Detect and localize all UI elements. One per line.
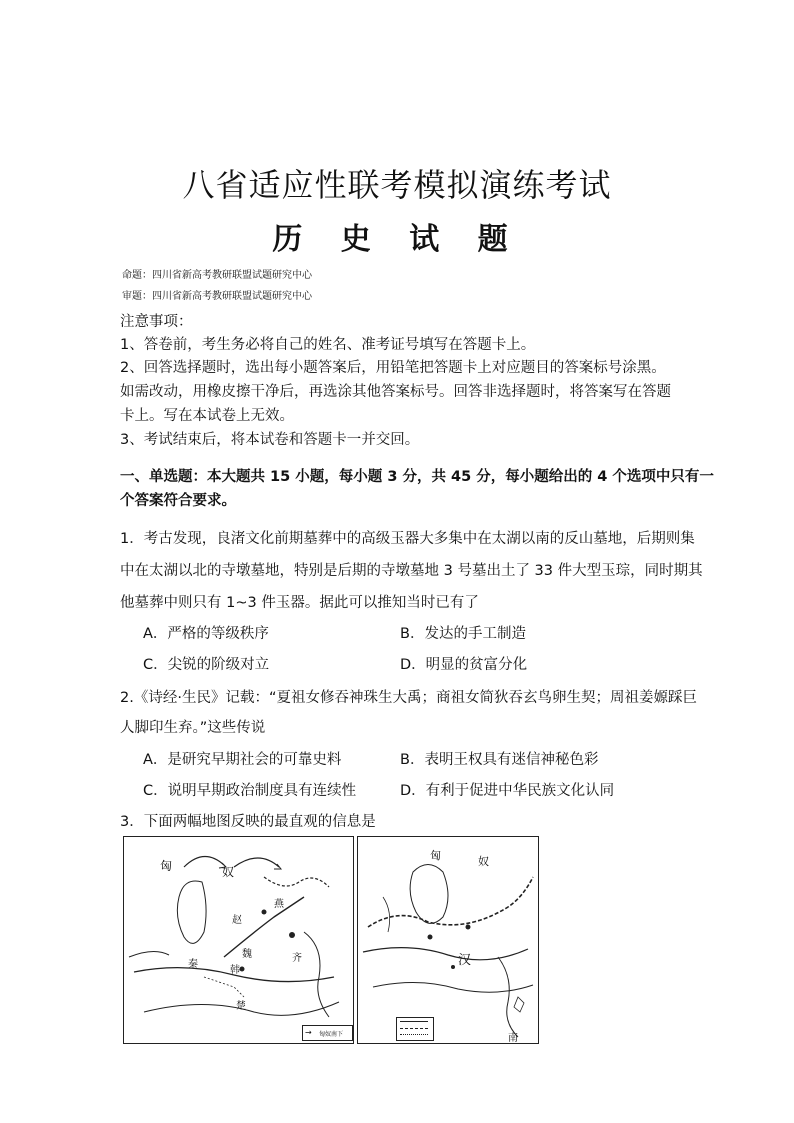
map-left-label: 楚 [236, 1001, 246, 1012]
note-line: 1、答卷前，考生务必将自己的姓名、准考证号填写在答题卡上。 [120, 337, 536, 353]
map-left-label: 赵 [232, 915, 242, 926]
q1-stem: 中在太湖以北的寺墩墓地，特别是后期的寺墩墓地 3 号墓出土了 33 件大型玉琮，同时期其 [120, 563, 703, 579]
note-line: 如需改动，用橡皮擦干净后，再选涂其他答案标号。回答非选择题时，将答案写在答题 [120, 384, 671, 400]
map-left-label: 韩 [230, 965, 240, 976]
q2-option-c: C．说明早期政治制度具有连续性 [143, 783, 357, 799]
q1-stem: 1．考古发现，良渚文化前期墓葬中的高级玉器大多集中在太湖以南的反山墓地，后期则集 [120, 531, 695, 547]
q3-stem: 3．下面两幅地图反映的最直观的信息是 [120, 814, 376, 830]
map-left-legend: → 匈奴南下 [302, 1025, 353, 1041]
exam-title: 八省适应性联考模拟演练考试 [182, 166, 612, 204]
subject-title: 历 史 试 题 [272, 222, 522, 257]
map-right-label: 南 [508, 1033, 518, 1044]
section-heading: 个答案符合要求。 [120, 493, 236, 509]
note-line: 3、考试结束后，将本试卷和答题卡一并交回。 [120, 432, 420, 448]
map-left-label: 燕 [274, 899, 284, 910]
map-left-label: 齐 [292, 953, 302, 964]
q1-option-d: D．明显的贫富分化 [400, 657, 528, 673]
q1-option-a: A．严格的等级秩序 [143, 626, 269, 642]
map-qin-han [357, 836, 539, 1044]
proposer-credit: 命题：四川省新高考教研联盟试题研究中心 [122, 270, 312, 281]
map-left-legend-text: 匈奴南下 [319, 1031, 344, 1038]
q2-option-b: B．表明王权具有迷信神秘色彩 [400, 752, 599, 768]
q2-stem: 2.《诗经·生民》记载：“夏祖女修吞神珠生大禹；商祖女简狄吞玄鸟卵生契；周祖姜嫄踩巨 [120, 690, 697, 706]
map-left-label: 匈 [160, 859, 173, 873]
q1-stem: 他墓葬中则只有 1~3 件玉器。据此可以推知当时已有了 [120, 595, 479, 611]
map-left-label: 奴 [222, 865, 235, 879]
q2-option-d: D．有利于促进中华民族文化认同 [400, 783, 615, 799]
notes-heading: 注意事项： [120, 314, 193, 330]
map-right-label: 汉 [458, 953, 472, 968]
map-left-label: 秦 [188, 959, 198, 970]
q1-option-b: B．发达的手工制造 [400, 626, 526, 642]
note-line: 卡上。写在本试卷上无效。 [120, 408, 294, 424]
map-right-label: 匈 [430, 849, 441, 862]
map-left-label: 魏 [242, 949, 252, 960]
section-heading: 一、单选题：本大题共 15 小题，每小题 3 分，共 45 分，每小题给出的 4 个选项中只有一 [120, 469, 714, 485]
map-warring-states [123, 836, 354, 1044]
map-right-drawing [358, 837, 538, 1043]
map-left-drawing [124, 837, 353, 1043]
note-line: 2、回答选择题时，选出每小题答案后，用铅笔把答题卡上对应题目的答案标号涂黑。 [120, 360, 666, 376]
q1-option-c: C．尖锐的阶级对立 [143, 657, 270, 673]
q2-option-a: A．是研究早期社会的可靠史料 [143, 752, 342, 768]
q2-stem: 人脚印生弃。”这些传说 [120, 720, 266, 736]
map-right-label: 奴 [478, 855, 489, 868]
map-right-legend [396, 1017, 434, 1041]
reviewer-credit: 审题：四川省新高考教研联盟试题研究中心 [122, 291, 312, 302]
